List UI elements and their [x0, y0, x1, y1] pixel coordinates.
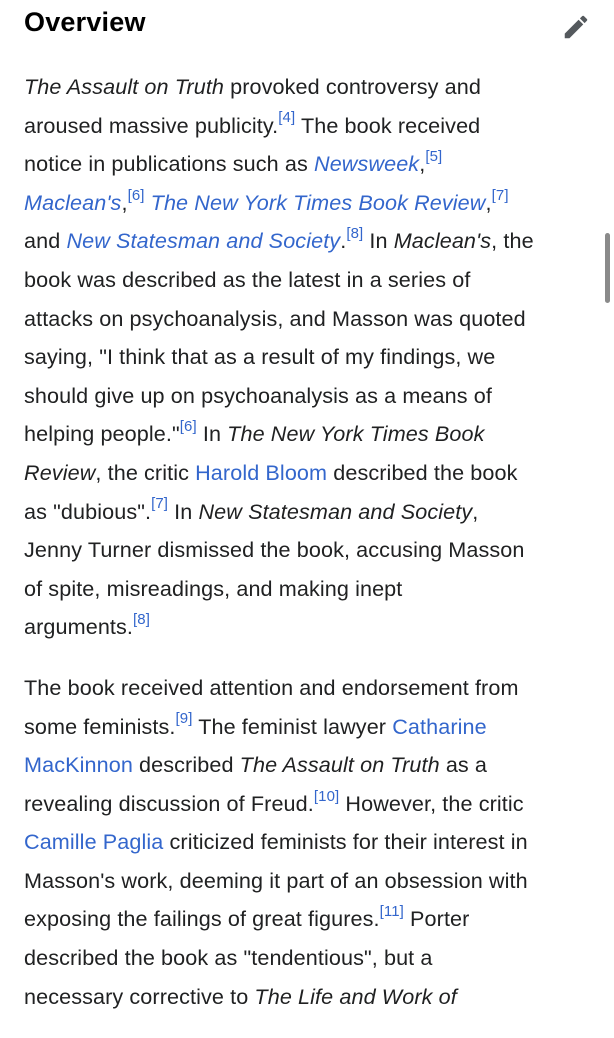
text-line: Masson's work, deeming it part of an obsession with: [24, 867, 528, 893]
text: The feminist lawyer: [192, 713, 393, 739]
text-line: [24, 68, 590, 107]
text-line: [24, 608, 590, 647]
reference-8: [346, 225, 363, 242]
catharine-mackinnon-link[interactable]: MacKinnon: [24, 752, 133, 778]
text: ,: [419, 151, 426, 177]
text: In: [196, 421, 228, 447]
text-line: [24, 415, 590, 454]
text-line: [24, 107, 590, 146]
section-header: [0, 0, 614, 48]
text-line: of spite, misreadings, and making inept: [24, 575, 403, 601]
reference-7: [492, 187, 509, 204]
text: provoked controversy and: [224, 74, 482, 99]
text-line: [24, 823, 590, 862]
camille-paglia-link[interactable]: Camille Paglia: [24, 829, 164, 855]
publication-name: New Statesman and Society: [198, 498, 473, 524]
text-line: [24, 708, 590, 747]
scrollbar-thumb[interactable]: [605, 233, 610, 303]
text-line: book was described as the latest in a series of: [24, 266, 471, 292]
new-statesman-link[interactable]: New Statesman and Society: [66, 228, 341, 254]
publication-name: Review: [24, 459, 96, 485]
text: ,: [472, 498, 479, 524]
text-line: [24, 222, 590, 261]
book-title: The Assault on Truth: [239, 752, 440, 778]
reference-link[interactable]: [11]: [379, 903, 404, 921]
paragraph-2: [24, 669, 590, 1016]
reference-link[interactable]: [7]: [491, 186, 509, 204]
text: , the: [491, 228, 534, 254]
reference-link[interactable]: [8]: [133, 611, 151, 629]
text: However, the critic: [339, 790, 524, 816]
text-line: [24, 145, 590, 184]
text: revealing discussion of Freud.: [24, 790, 314, 816]
text-line: described the book as "tendentious", but a: [24, 945, 433, 971]
text-line: [24, 900, 590, 939]
reference-7: [151, 495, 168, 512]
reference-link[interactable]: [6]: [179, 418, 197, 436]
reference-link[interactable]: [5]: [425, 148, 443, 165]
text-line: attacks on psychoanalysis, and Masson was quoted: [24, 305, 526, 331]
text: as a: [439, 752, 488, 778]
article-content: [24, 68, 590, 1038]
text: arguments.: [24, 614, 134, 640]
reference-6: [128, 187, 145, 204]
text-line: [24, 493, 590, 532]
macleans-link[interactable]: Maclean's: [24, 189, 122, 215]
reference-link[interactable]: [4]: [278, 109, 296, 127]
text: exposing the failings of great figures.: [24, 906, 380, 932]
harold-bloom-link[interactable]: Harold Bloom: [195, 459, 328, 485]
text-line: [24, 184, 590, 223]
reference-8: [133, 611, 150, 628]
catharine-mackinnon-link[interactable]: Catharine: [392, 713, 487, 739]
paragraph-1: [24, 68, 590, 647]
publication-name: Maclean's: [393, 228, 492, 254]
text: Porter: [403, 906, 470, 932]
reference-9: [176, 710, 193, 727]
text: In: [363, 228, 394, 254]
reference-link[interactable]: [10]: [313, 787, 340, 805]
reference-link[interactable]: [9]: [175, 710, 193, 728]
nyt-book-review-link[interactable]: The New York Times Book Review: [150, 189, 486, 215]
reference-6: [180, 418, 197, 435]
reference-5: [425, 148, 442, 165]
text-line: [24, 454, 590, 493]
book-title: The Life and Work of: [254, 983, 457, 1009]
text-line: [24, 785, 590, 824]
reference-link[interactable]: [8]: [346, 225, 364, 243]
reference-4: [278, 109, 295, 126]
text: The book received: [295, 112, 481, 138]
text: described: [132, 752, 240, 778]
text-line: should give up on psychoanalysis as a means of: [24, 382, 492, 408]
text-line: Jenny Turner dismissed the book, accusing Masson: [24, 537, 525, 563]
book-title: The Assault on Truth: [24, 74, 225, 99]
reference-link[interactable]: [7]: [151, 495, 169, 513]
text-line: [24, 978, 590, 1017]
text: ,: [485, 189, 492, 215]
text: necessary corrective to: [24, 983, 255, 1009]
text: ,: [121, 189, 128, 215]
publication-name: The New York Times Book: [227, 421, 485, 447]
pencil-icon[interactable]: [561, 12, 591, 42]
text-line: [24, 746, 590, 785]
text: helping people.": [24, 421, 180, 447]
text: , the critic: [95, 459, 196, 485]
text-line: saying, "I think that as a result of my findings, we: [24, 344, 496, 370]
text: notice in publications such as: [24, 151, 314, 177]
newsweek-link[interactable]: Newsweek: [314, 151, 420, 177]
section-title: Overview: [24, 7, 146, 37]
text: some feminists.: [24, 713, 176, 739]
text: In: [168, 498, 199, 524]
text: aroused massive publicity.: [24, 112, 279, 138]
text: and: [24, 228, 67, 254]
reference-11: [380, 903, 404, 920]
text: described the book: [327, 459, 518, 485]
reference-10: [314, 788, 339, 805]
text-line: The book received attention and endorsement from: [24, 674, 519, 700]
text: criticized feminists for their interest in: [163, 829, 528, 855]
reference-link[interactable]: [6]: [127, 186, 145, 204]
text: .: [340, 228, 347, 254]
text: as "dubious".: [24, 498, 152, 524]
